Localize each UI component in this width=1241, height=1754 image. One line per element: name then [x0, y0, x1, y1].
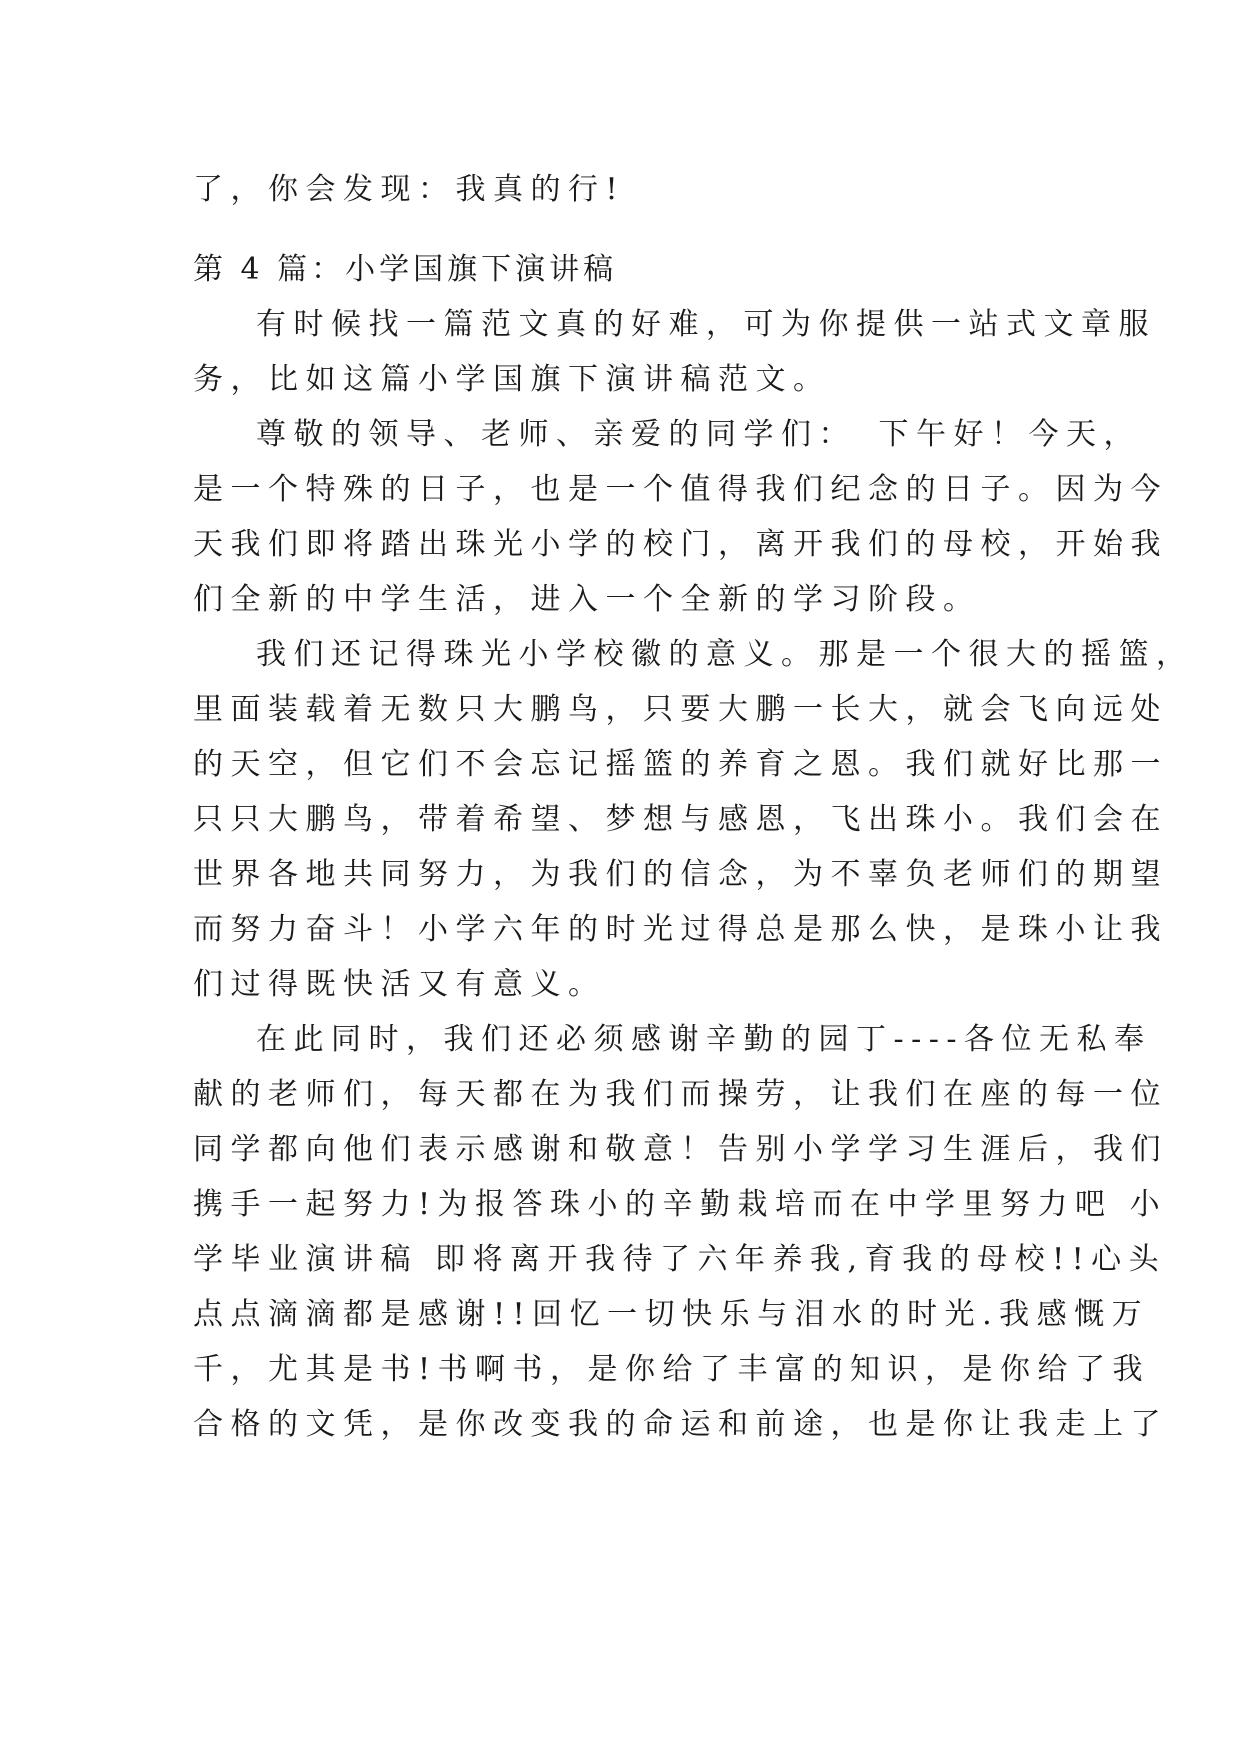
paragraph-line: 千，尤其是书!书啊书，是你给了丰富的知识，是你给了我: [193, 1352, 1151, 1387]
paragraph-line: 献的老师们，每天都在为我们而操劳，让我们在座的每一位: [193, 1077, 1168, 1112]
paragraph-line: 在此同时，我们还必须感谢辛勤的园丁----各位无私奉: [256, 1022, 1152, 1057]
paragraph-line: 里面装载着无数只大鹏鸟，只要大鹏一长大，就会飞向远处: [193, 692, 1168, 727]
paragraph-line: 我们还记得珠光小学校徽的意义。那是一个很大的摇篮，: [256, 637, 1194, 672]
paragraph-line: 合格的文凭，是你改变我的命运和前途，也是你让我走上了: [193, 1407, 1168, 1442]
paragraph-line: 了，你会发现：我真的行!: [193, 172, 626, 207]
paragraph-line: 只只大鹏鸟，带着希望、梦想与感恩，飞出珠小。我们会在: [193, 802, 1168, 837]
paragraph-line: 是一个特殊的日子，也是一个值得我们纪念的日子。因为今: [193, 472, 1168, 507]
paragraph-line: 尊敬的领导、老师、亲爱的同学们： 下午好！今天，: [256, 417, 1141, 452]
paragraph-line: 天我们即将踏出珠光小学的校门，离开我们的母校，开始我: [193, 527, 1168, 562]
section-heading: 第 4 篇：小学国旗下演讲稿: [193, 252, 618, 287]
paragraph-line: 携手一起努力!为报答珠小的辛勤栽培而在中学里努力吧 小: [193, 1187, 1168, 1222]
paragraph-line: 世界各地共同努力，为我们的信念，为不辜负老师们的期望: [193, 857, 1168, 892]
paragraph-line: 同学都向他们表示感谢和敬意！告别小学学习生涯后，我们: [193, 1132, 1168, 1167]
paragraph-line: 的天空，但它们不会忘记摇篮的养育之恩。我们就好比那一: [193, 747, 1168, 782]
paragraph-line: 而努力奋斗！小学六年的时光过得总是那么快，是珠小让我: [193, 912, 1168, 947]
paragraph-line: 们全新的中学生活，进入一个全新的学习阶段。: [193, 582, 981, 617]
paragraph-line: 们过得既快活又有意义。: [193, 967, 606, 1002]
paragraph-line: 学毕业演讲稿 即将离开我待了六年养我,育我的母校!!心头: [193, 1242, 1167, 1277]
paragraph-line: 点点滴滴都是感谢!!回忆一切快乐与泪水的时光.我感慨万: [193, 1297, 1150, 1332]
paragraph-line: 务，比如这篇小学国旗下演讲稿范文。: [193, 362, 831, 397]
paragraph-line: 有时候找一篇范文真的好难，可为你提供一站式文章服: [256, 307, 1156, 342]
